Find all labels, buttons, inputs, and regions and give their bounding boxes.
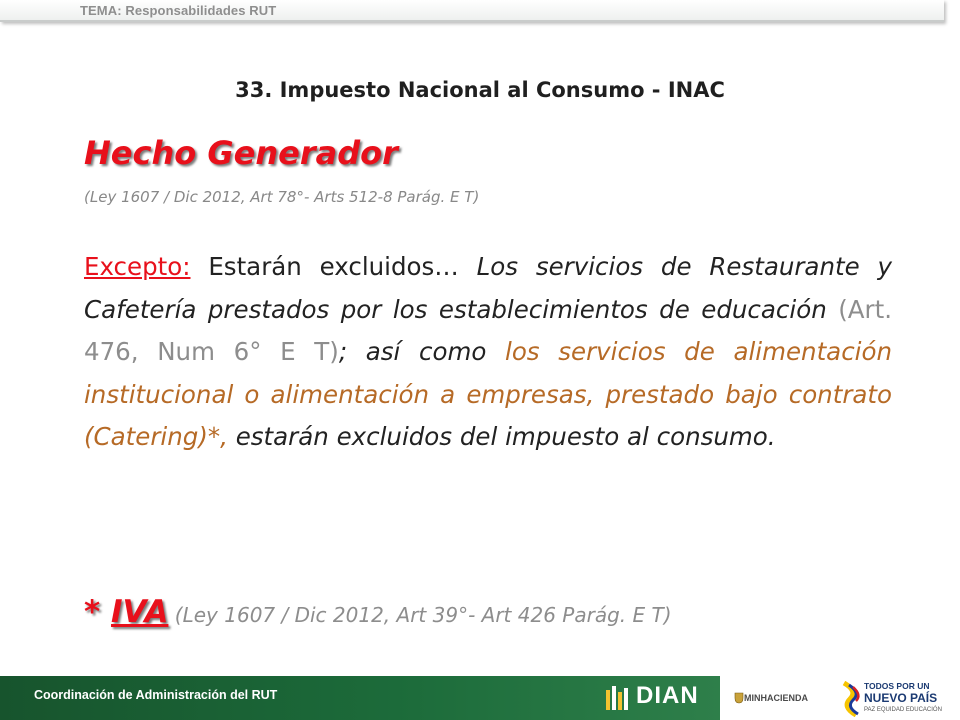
section-heading: Hecho Generador [84, 134, 398, 172]
footer [0, 676, 960, 720]
topic-label: TEMA: Responsabilidades RUT [80, 3, 277, 18]
government-logo [838, 678, 960, 720]
law-reference: (Ley 1607 / Dic 2012, Art 78°- Arts 512-8 Parág. E T) [84, 188, 480, 206]
coat-of-arms-icon [734, 692, 744, 704]
iva-marker: * [84, 594, 112, 630]
exception-paragraph [84, 246, 892, 459]
gov-slogan-line1: TODOS POR UN [864, 681, 930, 691]
body-text-1: Los servicios de Restaurante y Cafetería prestados por los establecimientos de educación [84, 252, 892, 324]
body-text-3: estarán excluidos del impuesto al consumo. [227, 422, 776, 451]
exception-lead: Estarán excluidos… [190, 252, 477, 281]
dian-emblem-icon [604, 684, 634, 714]
article-reference: (Art. 476, Num 6° E T) [84, 294, 892, 366]
minhacienda-wordmark: MINHACIENDA [744, 693, 808, 703]
dian-logo [604, 682, 712, 716]
catering-highlight: los servicios de alimentación institucional o alimentación a empresas, prestado bajo contrato (Catering)*, [84, 337, 892, 451]
gov-slogan-line3: PAZ EQUIDAD EDUCACIÓN [864, 707, 942, 713]
slide-title: 33. Impuesto Nacional al Consumo - INAC [235, 78, 725, 102]
top-banner [0, 0, 944, 22]
gov-slogan-line2: NUEVO PAÍS [864, 691, 938, 705]
footer-band [0, 676, 720, 720]
iva-label [84, 594, 168, 630]
exception-label: Excepto: [84, 252, 191, 281]
minhacienda-logo [734, 684, 824, 712]
iva-word: IVA [111, 594, 169, 630]
footer-caption: Coordinación de Administración del RUT [34, 688, 278, 702]
colombia-flag-swoosh-icon [840, 681, 862, 717]
iva-footnote [84, 594, 672, 630]
body-text-2: ; así como [338, 337, 506, 366]
iva-reference: (Ley 1607 / Dic 2012, Art 39°- Art 426 Parág. E T) [168, 603, 672, 627]
dian-wordmark: DIAN [636, 682, 699, 709]
